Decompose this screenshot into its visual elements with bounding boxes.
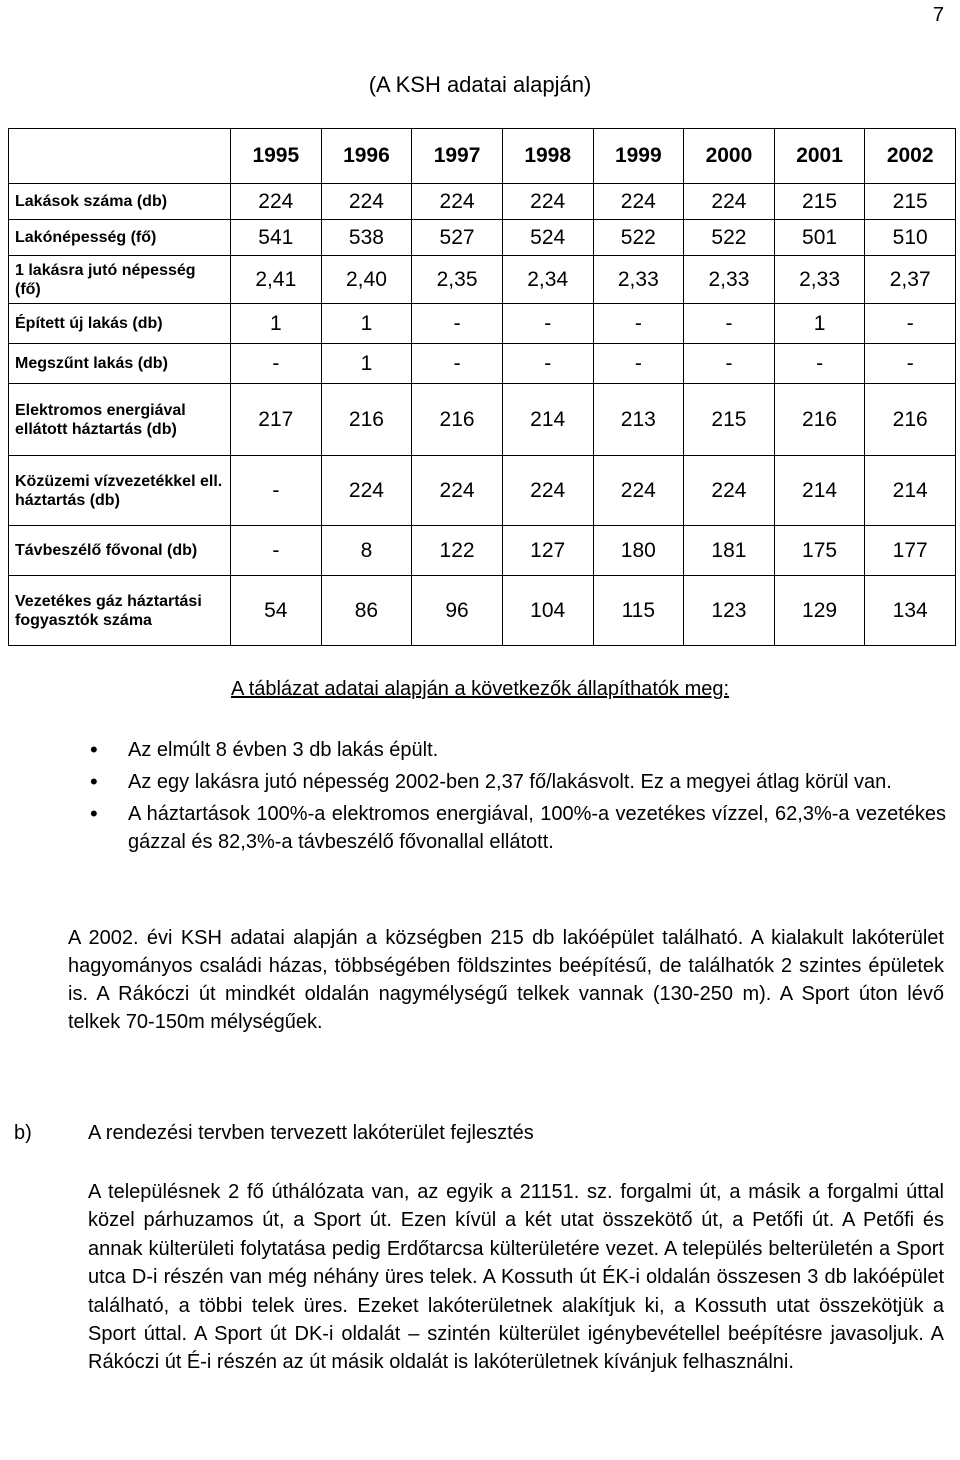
table-row	[9, 220, 956, 256]
table-cell: 538	[321, 220, 412, 256]
table-cell: 104	[502, 576, 593, 646]
table-cell: 224	[412, 456, 503, 526]
table-cell: 115	[593, 576, 684, 646]
row-label: Elektromos energiával ellátott háztartás (db)	[9, 384, 231, 456]
table-cell: 215	[684, 384, 775, 456]
table-cell: 541	[231, 220, 322, 256]
table-row	[9, 256, 956, 304]
table-cell: 214	[865, 456, 956, 526]
table-row	[9, 576, 956, 646]
year-header: 2002	[865, 129, 956, 184]
table-cell: 1	[774, 304, 865, 344]
table-cell: 501	[774, 220, 865, 256]
section-title: A rendezési tervben tervezett lakóterület fejlesztés	[88, 1122, 534, 1144]
table-cell: 54	[231, 576, 322, 646]
table-cell: 2,33	[774, 256, 865, 304]
table-cell: 122	[412, 526, 503, 576]
row-label: Távbeszélő fővonal (db)	[9, 526, 231, 576]
list-item: • A háztartások 100%-a elektromos energiával, 100%-a vezetékes vízzel, 62,3%-a vezetékes gázzal és 82,3%-a távbeszélő fővonallal ellátott.	[90, 800, 946, 856]
year-header: 2001	[774, 129, 865, 184]
table-cell: 217	[231, 384, 322, 456]
table-row	[9, 526, 956, 576]
table-cell: -	[774, 344, 865, 384]
table-cell: 2,35	[412, 256, 503, 304]
table-cell: 177	[865, 526, 956, 576]
table-cell: 134	[865, 576, 956, 646]
table-cell: 224	[593, 184, 684, 220]
table-cell: 214	[502, 384, 593, 456]
table-cell: 224	[684, 184, 775, 220]
table-cell: 224	[684, 456, 775, 526]
table-cell: 224	[502, 184, 593, 220]
table-cell: 216	[321, 384, 412, 456]
table-cell: 522	[593, 220, 684, 256]
table-header-row	[9, 129, 956, 184]
table-cell: 213	[593, 384, 684, 456]
year-header: 1998	[502, 129, 593, 184]
summary-heading: A táblázat adatai alapján a következők állapíthatók meg:	[230, 678, 730, 700]
table-row	[9, 304, 956, 344]
table-cell: 215	[774, 184, 865, 220]
table-cell: 2,33	[684, 256, 775, 304]
table-cell: 224	[412, 184, 503, 220]
table-cell: -	[684, 304, 775, 344]
table-cell: 2,40	[321, 256, 412, 304]
row-label: Vezetékes gáz háztartási fogyasztók száma	[9, 576, 231, 646]
table-cell: 123	[684, 576, 775, 646]
table-cell: -	[502, 344, 593, 384]
statistics-table	[8, 128, 956, 646]
section-label: b)	[14, 1122, 32, 1144]
table-row	[9, 456, 956, 526]
row-label: Lakások száma (db)	[9, 184, 231, 220]
table-cell: 216	[774, 384, 865, 456]
table-cell: -	[231, 456, 322, 526]
table-cell: 180	[593, 526, 684, 576]
table-cell: 129	[774, 576, 865, 646]
table-corner-cell	[9, 129, 231, 184]
table-cell: 216	[865, 384, 956, 456]
table-cell: -	[231, 526, 322, 576]
road-network-paragraph: A településnek 2 fő úthálózata van, az egyik a 21151. sz. forgalmi út, a másik a forgalmi úttal közel párhuzamos út, a Sport út. Ezen kívül a két utat összekötő út, a Petőfi út. A Petőfi és annak külterületi folytatása pedig Erdőtarcsa külterületére vezet. A település belterületén a Sport utca D-i részén van még néhány üres telek. A Kossuth út ÉK-i oldalán összesen 3 db lakóépület található, a többi telek üres. Ezeket lakóterületnek alakítjuk ki, a Kossuth utat összekötjük a Sport úttal. A Sport út DK-i oldalát – szintén külterület igénybevétellel beépítésre javasoljuk. A Rákóczi út É-i részén az út másik oldalát is lakóterületnek kívánjuk felhasználni.	[88, 1181, 944, 1374]
table-cell: 86	[321, 576, 412, 646]
table-cell: -	[231, 344, 322, 384]
row-label: Közüzemi vízvezetékkel ell. háztartás (db)	[9, 456, 231, 526]
table-cell: -	[502, 304, 593, 344]
table-cell: 2,37	[865, 256, 956, 304]
table-cell: 1	[321, 344, 412, 384]
table-cell: 127	[502, 526, 593, 576]
page-number: 7	[932, 4, 944, 26]
year-header: 1997	[412, 129, 503, 184]
table-cell: 215	[865, 184, 956, 220]
table-cell: 2,41	[231, 256, 322, 304]
row-label: Lakónépesség (fő)	[9, 220, 231, 256]
table-cell: 216	[412, 384, 503, 456]
table-cell: 224	[321, 184, 412, 220]
table-cell: -	[865, 344, 956, 384]
table-row	[9, 344, 956, 384]
table-cell: 8	[321, 526, 412, 576]
table-cell: -	[593, 304, 684, 344]
table-row	[9, 384, 956, 456]
list-item: • Az egy lakásra jutó népesség 2002-ben 2,37 fő/lakásvolt. Ez a megyei átlag körül van.	[90, 768, 946, 796]
table-cell: 224	[231, 184, 322, 220]
table-cell: 214	[774, 456, 865, 526]
source-title: (A KSH adatai alapján)	[368, 72, 592, 97]
findings-list	[90, 736, 946, 860]
table-cell: 175	[774, 526, 865, 576]
list-item: • Az elmúlt 8 évben 3 db lakás épült.	[90, 736, 946, 764]
table-cell: 224	[593, 456, 684, 526]
table-cell: 2,33	[593, 256, 684, 304]
table-cell: 524	[502, 220, 593, 256]
row-label: 1 lakásra jutó népesség (fő)	[9, 256, 231, 304]
table-cell: 181	[684, 526, 775, 576]
table-cell: -	[684, 344, 775, 384]
table-cell: 96	[412, 576, 503, 646]
year-header: 2000	[684, 129, 775, 184]
table-cell: 510	[865, 220, 956, 256]
row-label: Megszűnt lakás (db)	[9, 344, 231, 384]
table-cell: 2,34	[502, 256, 593, 304]
table-cell: 1	[231, 304, 322, 344]
year-header: 1996	[321, 129, 412, 184]
year-header: 1995	[231, 129, 322, 184]
table-cell: 1	[321, 304, 412, 344]
table-cell: 527	[412, 220, 503, 256]
year-header: 1999	[593, 129, 684, 184]
table-cell: 224	[502, 456, 593, 526]
housing-paragraph: A 2002. évi KSH adatai alapján a községben 215 db lakóépület található. A kialakult lakóterület hagyományos családi házas, többségében földszintes beépítésű, de találhatók 2 szintes épületek is. A Rákóczi út mindkét oldalán nagymélységű telkek vannak (130-250 m). A Sport úton lévő telkek 70-150m mélységűek.	[68, 927, 944, 1033]
table-row	[9, 184, 956, 220]
table-cell: -	[865, 304, 956, 344]
table-cell: -	[412, 344, 503, 384]
table-cell: 224	[321, 456, 412, 526]
table-cell: 522	[684, 220, 775, 256]
row-label: Épített új lakás (db)	[9, 304, 231, 344]
table-cell: -	[593, 344, 684, 384]
table-cell: -	[412, 304, 503, 344]
